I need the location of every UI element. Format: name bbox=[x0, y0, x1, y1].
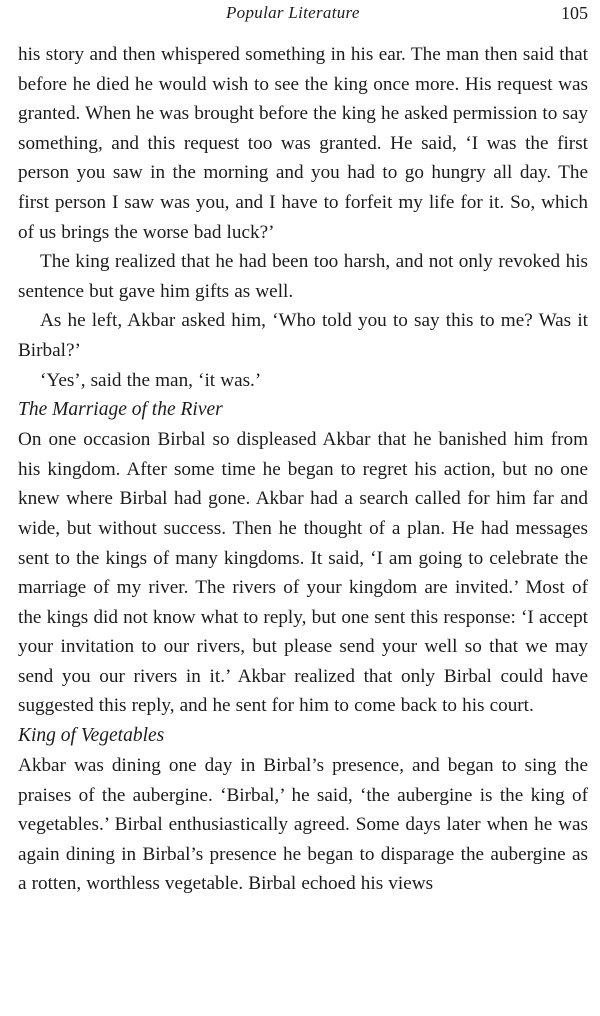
paragraph: On one occasion Birbal so displeased Akbar that he banished him from his kingdom. After some time he began to regret his action, but no one knew where Birbal had gone. Akbar had a search called for him far and wide, but without success. Then he thought of a plan. He had messages sent to the kings of many kingdoms. It said, ‘I am going to celebrate the marriage of my river. The rivers of your kingdom are invited.’ Most of the kings did not know what to reply, but one sent this response: ‘I accept your invitation to our rivers, but please send your well so that we may send you our rivers in it.’ Akbar realized that only Birbal could have suggested this reply, and he sent for him to come back to his court. bbox=[18, 429, 588, 717]
running-title: Popular Literature bbox=[226, 3, 360, 22]
running-head bbox=[18, 3, 590, 29]
paragraph: his story and then whispered something in his ear. The man then said that before he died he would wish to see the king once more. His request was granted. When he was brought before the king he asked permission to say something, and this request too was granted. He said, ‘I was the first person you saw in the morning and you had to go hungry all day. The first person I saw was you, and I have to forfeit my life for it. So, which of us brings the worse bad luck?’ bbox=[18, 44, 588, 243]
page-number: 105 bbox=[561, 3, 588, 23]
paragraph: The king realized that he had been too harsh, and not only revoked his sentence but gave him gifts as well. bbox=[18, 251, 588, 302]
section-king-of-vegetables bbox=[18, 721, 588, 899]
section-title: King of Vegetables bbox=[18, 725, 165, 747]
book-page bbox=[18, 0, 590, 1016]
section-marriage-of-the-river bbox=[18, 395, 588, 721]
paragraph: As he left, Akbar asked him, ‘Who told you to say this to me? Was it Birbal?’ bbox=[18, 310, 588, 361]
section-title: The Marriage of the River bbox=[18, 399, 223, 421]
paragraph: Akbar was dining one day in Birbal’s presence, and began to sing the praises of the aubergine. ‘Birbal,’ he said, ‘the aubergine is the king of vegetables.’ Birbal enthusiastically agreed. Some days later when he was again dining in Birbal’s presence he began to disparage the aubergine as a rotten, worthless vegetable. Birbal echoed his views bbox=[18, 755, 588, 895]
continued-story bbox=[18, 40, 588, 395]
body-text bbox=[18, 40, 588, 899]
paragraph: ‘Yes’, said the man, ‘it was.’ bbox=[40, 369, 262, 391]
